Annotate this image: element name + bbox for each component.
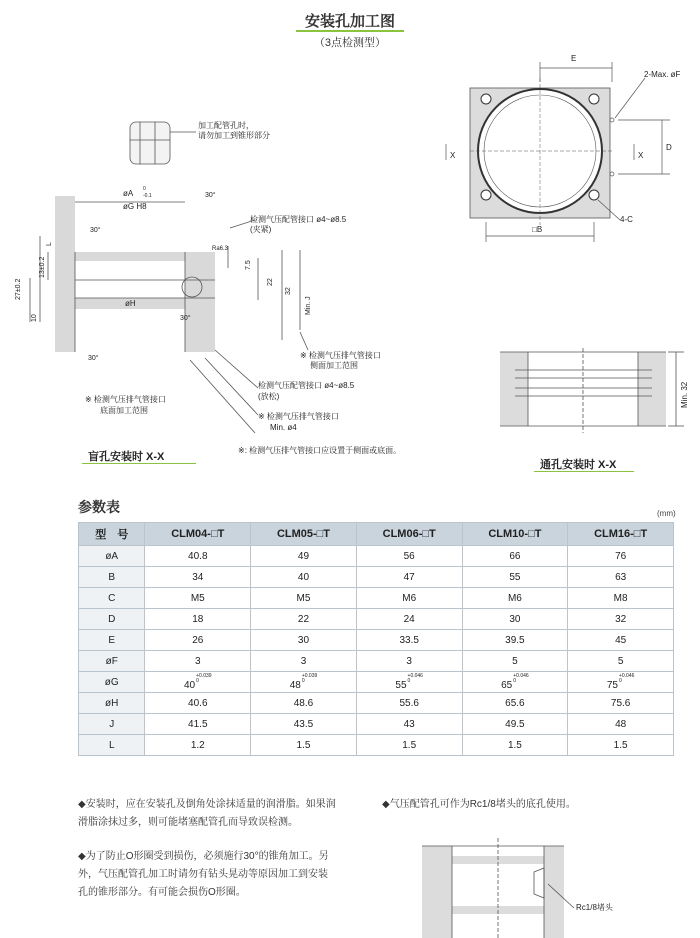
label-x-right: X — [638, 151, 644, 160]
dim-g: øG H8 — [123, 202, 147, 211]
row-label: B — [79, 567, 145, 588]
label-plug: Rc1/8堵头 — [576, 903, 613, 912]
table-cell: M5 — [145, 588, 251, 609]
dim-7-5: 7.5 — [245, 260, 252, 270]
header-cell: CLM04-□T — [145, 523, 251, 546]
row-label: øH — [79, 693, 145, 714]
table-cell — [356, 672, 462, 693]
table-cell: 3 — [356, 651, 462, 672]
table-cell: 49.5 — [462, 714, 568, 735]
row-label: D — [79, 609, 145, 630]
tolerance — [619, 674, 634, 684]
tol-upper: +0.046 — [618, 672, 635, 679]
table-cell: M6 — [462, 588, 568, 609]
table-cell: 1.5 — [462, 735, 568, 756]
table-row — [79, 588, 674, 609]
table-cell: 24 — [356, 609, 462, 630]
dim-a: øA — [123, 189, 134, 198]
table-cell: 1.5 — [568, 735, 674, 756]
row-label: øF — [79, 651, 145, 672]
table-cell: 45 — [568, 630, 674, 651]
caption-blind-hole-underline — [82, 463, 196, 464]
label-b: □B — [532, 225, 543, 234]
table-row — [79, 609, 674, 630]
table-cell: 43 — [356, 714, 462, 735]
title-underline — [296, 30, 404, 32]
table-cell: 5 — [568, 651, 674, 672]
cell-value: 48 — [289, 679, 301, 691]
note-lubrication — [78, 796, 378, 832]
table-cell: 47 — [356, 567, 462, 588]
tol-upper: +0.046 — [513, 672, 529, 679]
table-cell: 39.5 — [462, 630, 568, 651]
label-exhaust-sub: Min. ø4 — [270, 423, 297, 432]
table-cell: 66 — [462, 546, 568, 567]
table-cell: 3 — [251, 651, 357, 672]
table-cell: 75.6 — [568, 693, 674, 714]
page-subtitle: （3点检测型） — [313, 37, 387, 49]
table-cell: 1.5 — [356, 735, 462, 756]
dim-angle-left: 30° — [90, 227, 101, 234]
label-bottom-range-sub: 底面加工范围 — [100, 406, 148, 415]
callout-chamfer-line1: 加工配管孔时， — [198, 121, 254, 130]
dim-angle-top: 30° — [205, 192, 216, 199]
table-cell: 65.6 — [462, 693, 568, 714]
caption-blind-hole: 盲孔安装时 X-X — [88, 451, 165, 463]
table-row — [79, 567, 674, 588]
table-cell: 63 — [568, 567, 674, 588]
note-oring — [78, 848, 378, 902]
dim-27: 27±0.2 — [15, 278, 22, 300]
table-cell: 5 — [462, 651, 568, 672]
header-cell: CLM10-□T — [462, 523, 568, 546]
plug-drawing — [410, 838, 640, 938]
row-label: J — [79, 714, 145, 735]
label-e: E — [571, 54, 577, 63]
table-header-row — [79, 523, 674, 546]
dim-a-tol-upper: 0 — [143, 186, 146, 192]
table-cell: 76 — [568, 546, 674, 567]
table-cell: 41.5 — [145, 714, 251, 735]
note-plug: ◆气压配管孔可作为Rc1/8堵头的底孔使用。 — [382, 799, 576, 810]
header-cell: CLM05-□T — [251, 523, 357, 546]
params-table — [78, 522, 674, 756]
tol-upper: +0.046 — [407, 672, 423, 679]
label-exhaust: ※ 检测气压排气管接口 — [258, 412, 339, 421]
table-cell: 30 — [462, 609, 568, 630]
label-x-left: X — [450, 151, 456, 160]
tolerance — [408, 674, 423, 684]
table-cell: 40.6 — [145, 693, 251, 714]
table-cell: 33.5 — [356, 630, 462, 651]
note-line: ◆为了防止O形圈受到损伤，必须施行30°的锥角加工。另 — [78, 851, 329, 862]
cell-value: 55 — [395, 679, 407, 691]
table-row — [79, 630, 674, 651]
params-title: 参数表 — [78, 499, 120, 515]
table-cell: 22 — [251, 609, 357, 630]
note-line: ◆安装时，应在安装孔及倒角处涂抹适量的润滑脂。如果润 — [78, 799, 336, 810]
table-cell: 34 — [145, 567, 251, 588]
tol-lower: 0 — [407, 677, 411, 684]
top-view-drawing — [440, 50, 700, 250]
table-cell: 30 — [251, 630, 357, 651]
label-port-release-sub: (放松) — [258, 392, 280, 401]
table-cell: M6 — [356, 588, 462, 609]
row-label: L — [79, 735, 145, 756]
caption-through-hole: 通孔安装时 X-X — [540, 459, 617, 471]
label-port-clamp: 检测气压配管接口 ø4~ø8.5 — [250, 215, 347, 224]
label-bottom-range: ※ 检测气压排气管接口 — [85, 395, 166, 404]
params-unit: (mm) — [657, 509, 676, 518]
row-label: øA — [79, 546, 145, 567]
header-cell: CLM16-□T — [568, 523, 674, 546]
table-row — [79, 735, 674, 756]
table-cell: M5 — [251, 588, 357, 609]
table-cell: 48.6 — [251, 693, 357, 714]
table-cell: 3 — [145, 651, 251, 672]
row-label: øG — [79, 672, 145, 693]
label-port-release: 检测气压配管接口 ø4~ø8.5 — [258, 381, 355, 390]
blind-hole-drawing — [0, 110, 470, 485]
table-cell: 48 — [568, 714, 674, 735]
table-cell: 55.6 — [356, 693, 462, 714]
header-cell: CLM06-□T — [356, 523, 462, 546]
tolerance — [302, 674, 317, 684]
table-cell: 18 — [145, 609, 251, 630]
dim-min-j: Min. J — [305, 296, 312, 315]
label-port-clamp-sub: (夹紧) — [250, 225, 272, 234]
table-cell: 49 — [251, 546, 357, 567]
table-cell: 43.5 — [251, 714, 357, 735]
header-cell: 型 号 — [79, 523, 145, 546]
tol-lower: 0 — [196, 677, 199, 684]
table-cell: 40.8 — [145, 546, 251, 567]
dim-32: 32 — [285, 287, 292, 295]
table-cell: 1.2 — [145, 735, 251, 756]
caption-through-hole-underline — [534, 471, 634, 472]
dim-angle-bottom: 30° — [180, 315, 191, 322]
label-d: D — [666, 143, 672, 152]
dim-22: 22 — [267, 278, 274, 286]
dim-ra63: Ra6.3 — [212, 246, 229, 252]
page-title: 安装孔加工图 — [304, 13, 395, 30]
table-row — [79, 546, 674, 567]
tolerance — [196, 674, 211, 684]
dim-a-tol-lower: -0.1 — [143, 193, 152, 199]
note-line: 滑脂涂抹过多，则可能堵塞配管孔而导致误检测。 — [78, 817, 298, 828]
table-cell — [251, 672, 357, 693]
label-f: 2-Max. øF — [644, 70, 681, 79]
table-cell: 55 — [462, 567, 568, 588]
cell-value: 75 — [606, 679, 618, 691]
tol-lower: 0 — [513, 677, 517, 684]
table-cell: 32 — [568, 609, 674, 630]
through-hole-drawing — [490, 348, 690, 438]
dim-10: 10 — [31, 314, 38, 322]
cell-value: 40 — [184, 679, 196, 691]
table-row — [79, 672, 674, 693]
callout-chamfer-line2: 请勿加工到锥形部分 — [198, 131, 270, 140]
tol-lower: 0 — [618, 677, 622, 684]
table-cell: 40 — [251, 567, 357, 588]
dim-l: L — [46, 242, 53, 246]
row-label: C — [79, 588, 145, 609]
table-row — [79, 714, 674, 735]
dim-13: 13±0.2 — [39, 256, 46, 278]
table-cell: M8 — [568, 588, 674, 609]
table-cell: 56 — [356, 546, 462, 567]
table-row — [79, 693, 674, 714]
tol-upper: +0.039 — [301, 672, 318, 679]
dim-h: øH — [125, 299, 136, 308]
tol-lower: 0 — [301, 677, 305, 684]
tol-upper: +0.039 — [196, 672, 212, 679]
footnote: ※: 检测气压排气管接口应设置于侧面或底面。 — [238, 446, 402, 455]
dim-angle-bottom-left: 30° — [88, 355, 99, 362]
cell-value: 65 — [501, 679, 513, 691]
table-row — [79, 651, 674, 672]
note-line: 孔的锥形部分。有可能会损伤O形圈。 — [78, 887, 246, 898]
label-side-range-sub: 侧面加工范围 — [310, 361, 358, 370]
table-cell — [462, 672, 568, 693]
tolerance — [513, 674, 528, 684]
row-label: E — [79, 630, 145, 651]
label-min32: Min. 32 — [680, 381, 689, 408]
note-line: 外，气压配管孔加工时请勿有钻头晃动等原因加工到安装 — [78, 869, 328, 880]
table-cell: 26 — [145, 630, 251, 651]
label-c: 4-C — [620, 215, 633, 224]
table-cell — [568, 672, 674, 693]
table-cell — [145, 672, 251, 693]
label-side-range: ※ 检测气压排气管接口 — [300, 351, 381, 360]
table-cell: 1.5 — [251, 735, 357, 756]
